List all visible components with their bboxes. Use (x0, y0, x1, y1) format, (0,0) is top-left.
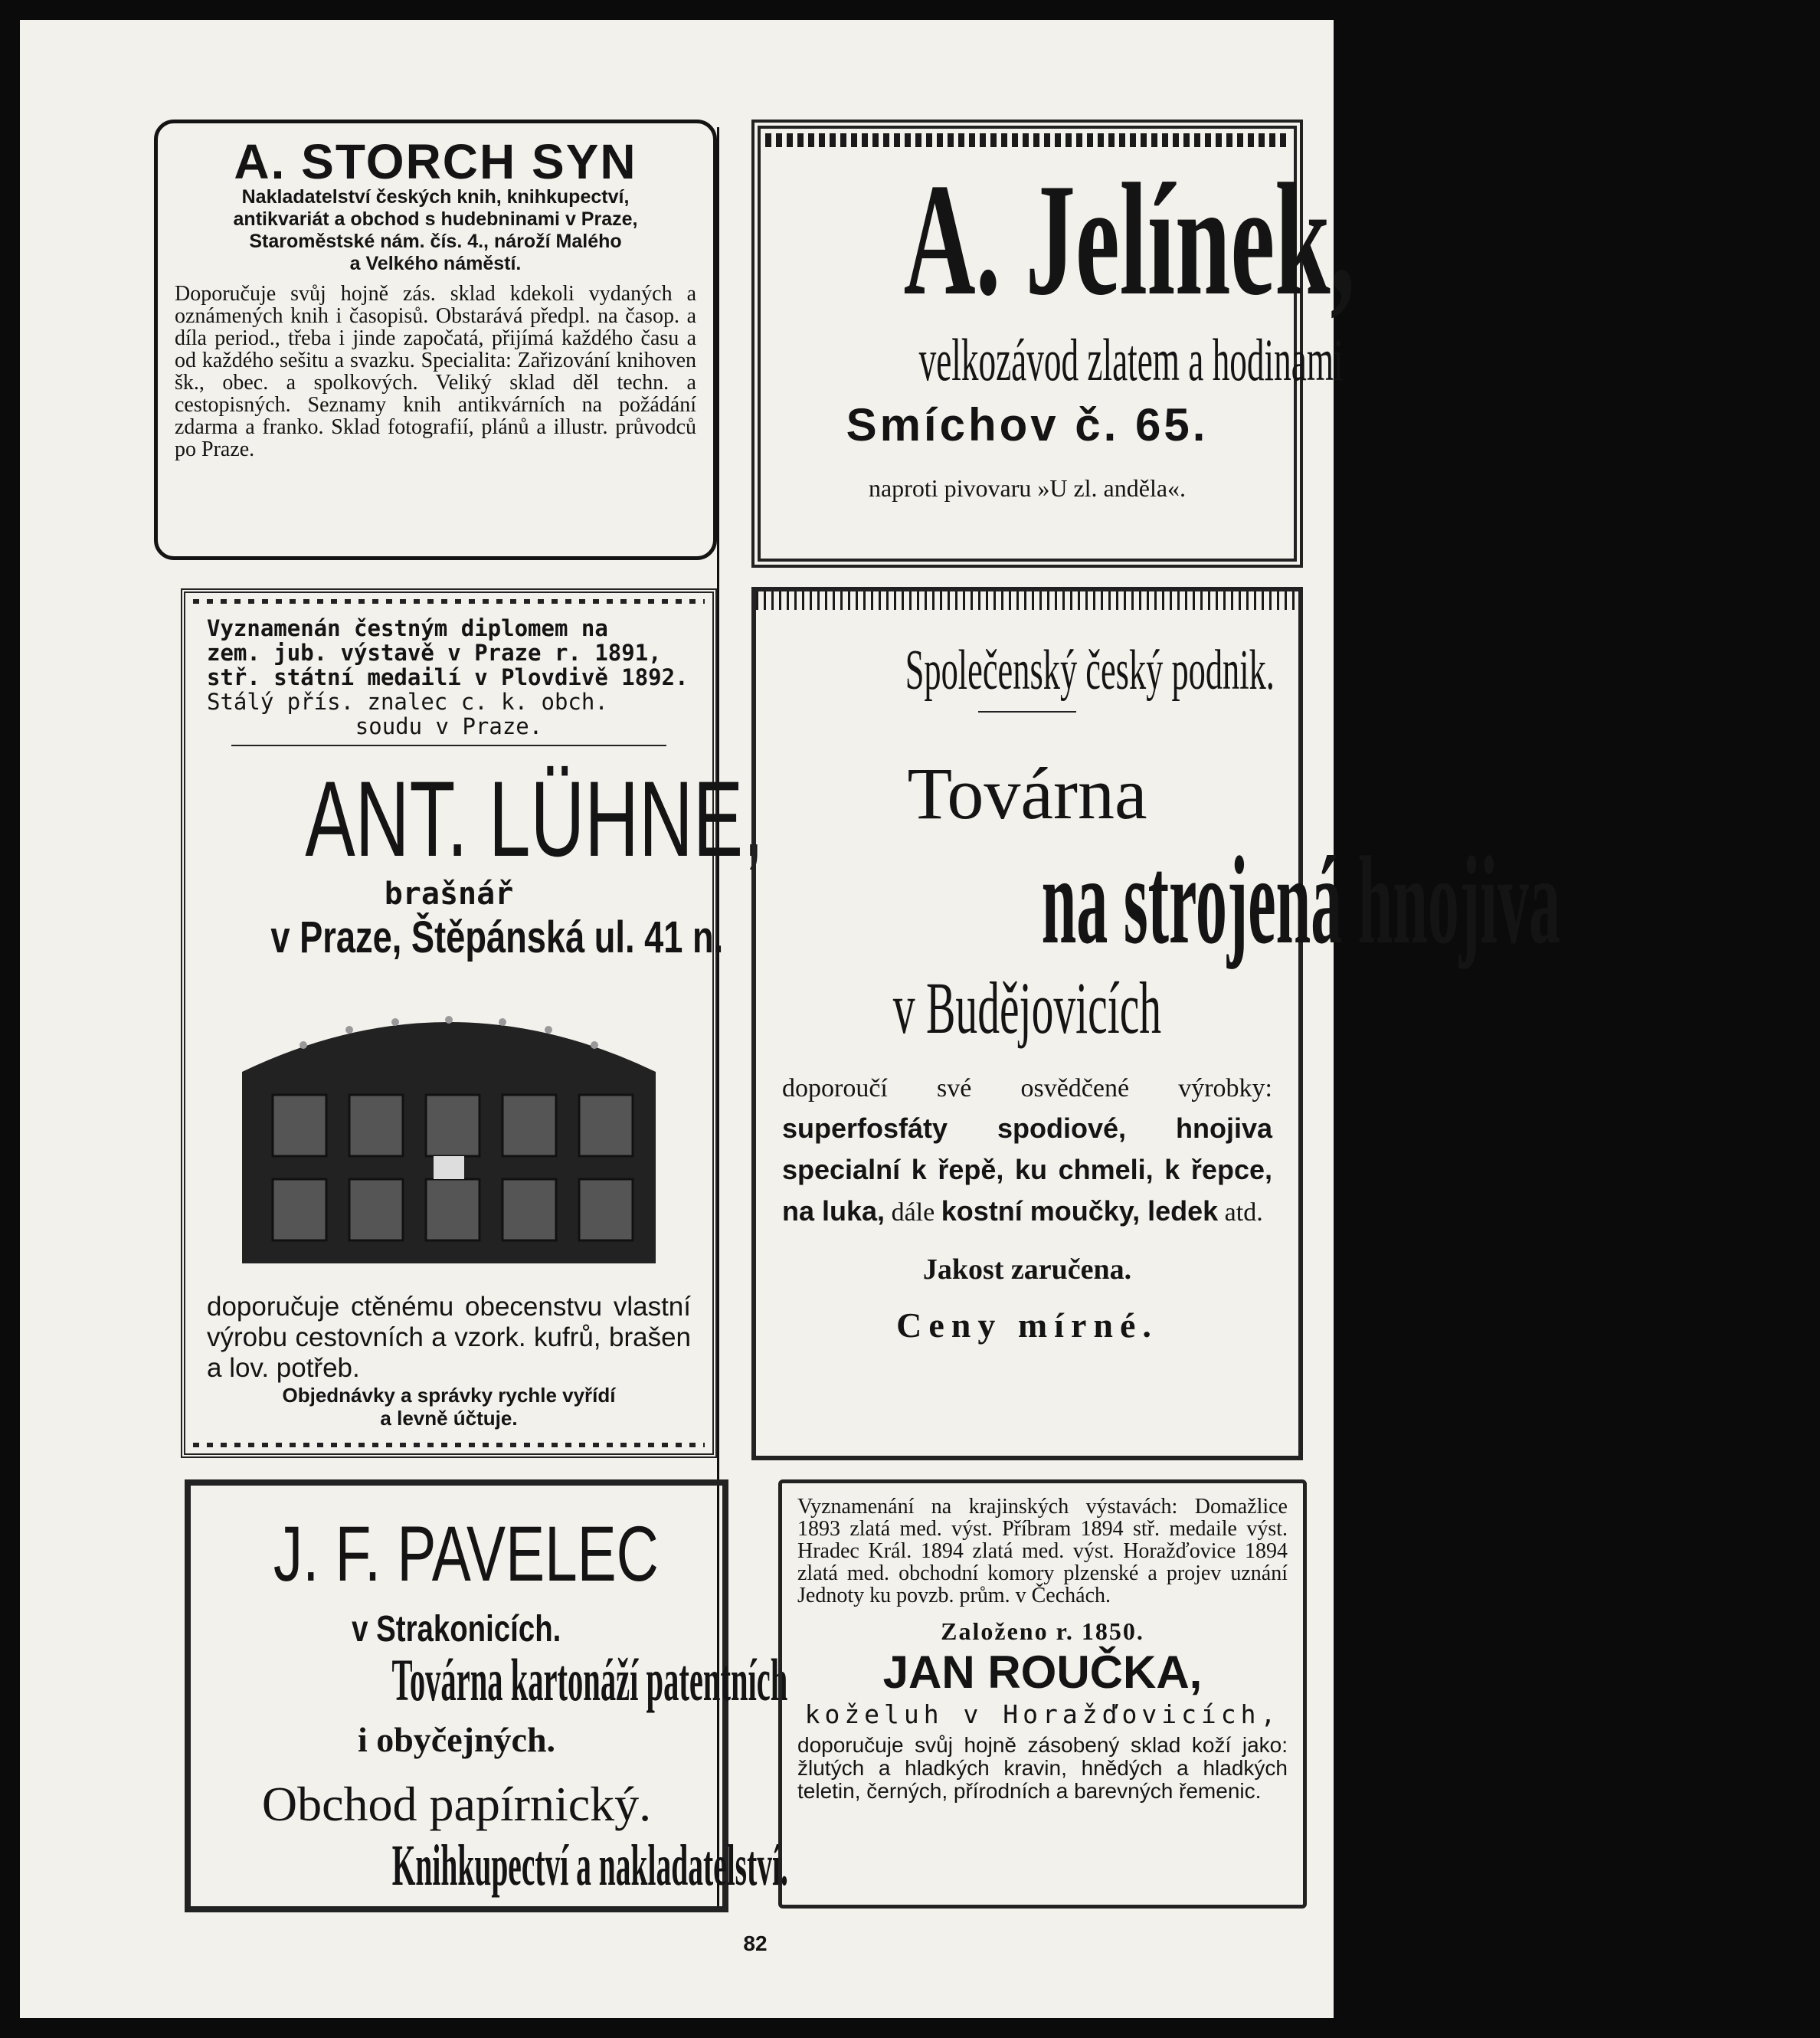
luhne-award-line: zem. jub. výstavě v Praze r. 1891, (207, 640, 662, 666)
luhne-order-line: a levně účtuje. (380, 1407, 518, 1430)
luhne-award-line: Vyznamenán čestným diplomem na (207, 615, 608, 641)
ornament-border (756, 591, 1298, 610)
pavelec-name: J. F. PAVELEC (273, 1510, 659, 1597)
tovarna-line-2: na strojená hnojiva (1041, 831, 1561, 970)
storch-intro-line: Staroměstské nám. čís. 4., nároží Malého (249, 231, 622, 252)
tovarna-desc-plain: atd. (1224, 1198, 1263, 1227)
tovarna-advertisement (751, 587, 1561, 1460)
jelinek-name: A. Jelínek, (903, 151, 1356, 329)
luhne-name: ANT. LÜHNE, (305, 759, 764, 879)
storch-intro-line: Nakladatelství českých knih, knihkupectví, (241, 186, 630, 208)
dotted-border (193, 599, 705, 604)
storch-intro-line: a Velkého náměstí. (349, 253, 522, 274)
tovarna-line-3: v Budějovicích (892, 967, 1162, 1049)
tovarna-desc-plain: doporoučí své osvědčené výrobky: (782, 1074, 1272, 1103)
pavelec-factory-1: Továrna kartonáží patentních (391, 1646, 788, 1713)
storch-intro-line: antikvariát a obchod s hudebninami v Praze, (233, 208, 638, 230)
tovarna-description (782, 1069, 1272, 1233)
pavelec-shop: Obchod papírnický. (261, 1777, 652, 1831)
divider (231, 745, 667, 746)
luhne-advertisement (181, 588, 764, 1458)
catalog-page (20, 20, 1561, 2018)
roucka-name: JAN ROUČKA, (882, 1646, 1203, 1698)
pavelec-city: v Strakonicích. (352, 1609, 561, 1650)
pavelec-advertisement (185, 1479, 788, 1912)
storch-advertisement (154, 120, 717, 560)
luhne-order-line: Objednávky a správky rychle vyřídí (282, 1384, 616, 1407)
luhne-award-line: stř. státní medailí v Plovdivě 1892. (207, 664, 689, 690)
trunk-illustration (227, 980, 671, 1271)
jelinek-location: naproti pivovaru »U zl. anděla«. (868, 474, 1187, 502)
storch-body: Doporučuje svůj hojně zás. sklad kdekoli vydaných a oznámených knih i časopisů. Obstarává předpl. na časop. a díla period., třeba i jinde započatá, přijímá každého času a od každého sešitu a svazku. Specialita: Zařizování knihoven šk., obec. a spolkových. Veliký sklad děl techn. a cestopisných. Seznamy knih antikvárních na požádání zdarma a franko. Sklad fotografií, plánů a illustr. průvodců po Praze. (175, 282, 696, 461)
tovarna-line-1: Továrna (907, 752, 1147, 834)
tovarna-desc-bold: superfosfáty spodiové, hnojiva specialní k řepě, ku chmeli, k řepce, na luka, (782, 1112, 1272, 1227)
luhne-awards (207, 616, 691, 739)
jelinek-trade: velkozávod zlatem a hodinami (918, 326, 1344, 393)
tovarna-desc-bold: kostní moučky, ledek (941, 1195, 1219, 1227)
divider (978, 711, 1076, 713)
roucka-advertisement (778, 1479, 1307, 1909)
roucka-founded: Založeno r. 1850. (941, 1617, 1144, 1645)
dotted-border (193, 1443, 705, 1447)
luhne-award-line: Stálý přís. znalec c. k. obch. (207, 689, 608, 715)
tovarna-quality: Jakost zaručena. (922, 1253, 1132, 1286)
pavelec-factory-2: i obyčejných. (357, 1720, 556, 1759)
luhne-trade: brašnář (384, 876, 514, 912)
luhne-address: v Praze, Štěpánská ul. 41 n. (270, 913, 724, 962)
tovarna-desc-plain: dále (891, 1198, 935, 1227)
luhne-award-line: soudu v Praze. (355, 713, 543, 739)
ornament-border (765, 133, 1289, 147)
page-number: 82 (743, 1932, 768, 1955)
pavelec-books: Knihkupectví a nakladatelství. (391, 1833, 788, 1898)
jelinek-advertisement (751, 120, 1356, 568)
tovarna-prices: Ceny mírné. (896, 1306, 1158, 1345)
tovarna-heading: Společenský český podnik. (905, 639, 1275, 702)
storch-title: A. STORCH SYN (234, 134, 637, 189)
roucka-trade: koželuh v Horažďovicích, (804, 1699, 1281, 1729)
jelinek-address: Smíchov č. 65. (846, 399, 1209, 451)
luhne-description: doporučuje ctěnému obecenstvu vlastní výrobu cestovních a vzork. kufrů, brašen a lov. potřeb. (207, 1292, 691, 1383)
roucka-awards: Vyznamenání na krajinských výstavách: Domažlice 1893 zlatá med. výst. Příbram 1894 stř. medaile výst. Hradec Král. 1894 zlatá med. výst. Horažďovice 1894 zlatá med. obchodní komory plzenské a projev uznání Jednoty ku povzb. prům. v Čechách. (797, 1495, 1288, 1607)
roucka-description: doporučuje svůj hojně zásobený sklad koží jako: žlutých a hladkých kravin, hnědých a hladkých teletin, černých, přírodních a barevných řemenic. (797, 1733, 1288, 1803)
